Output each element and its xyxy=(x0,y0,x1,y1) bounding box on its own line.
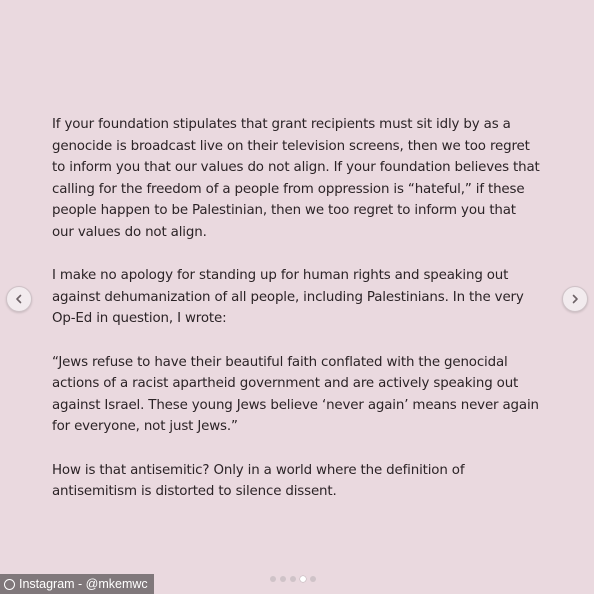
photo-credit-text: Instagram - @mkemwc xyxy=(19,577,148,591)
chevron-left-icon xyxy=(14,294,24,304)
paragraph-1: If your foundation stipulates that grant recipients must sit idly by as a genocide is broadcast live on their television screens, then we too regret to inform you that our values do not align. If your foundation believes that calling for the freedom of a people from oppression is “hateful,” if these people happen to be Palestinian, then we too regret to inform you that our values do not align. xyxy=(52,117,540,240)
chevron-right-icon xyxy=(570,294,580,304)
carousel-dot[interactable] xyxy=(270,576,276,582)
paragraph-2: I make no apology for standing up for human rights and speaking out against dehumanization of all people, including Palestinians. In the very Op-Ed in question, I wrote: xyxy=(52,268,524,327)
paragraph-4: How is that antisemitic? Only in a world where the definition of antisemitism is distorted to silence dissent. xyxy=(52,462,465,500)
carousel-indicator xyxy=(270,576,316,582)
carousel-dot[interactable] xyxy=(310,576,316,582)
previous-slide-button[interactable] xyxy=(6,286,32,312)
paragraph-3-quote: “Jews refuse to have their beautiful faith conflated with the genocidal actions of a racist apartheid government and are actively speaking out against Israel. These young Jews believe ‘never again’ means never again for everyone, not just Jews.” xyxy=(52,354,539,435)
carousel-dot-active[interactable] xyxy=(300,576,306,582)
post-text xyxy=(52,114,552,524)
next-slide-button[interactable] xyxy=(562,286,588,312)
carousel-dot[interactable] xyxy=(280,576,286,582)
carousel-dot[interactable] xyxy=(290,576,296,582)
photo-credit xyxy=(0,574,154,594)
copyright-icon xyxy=(4,579,15,590)
